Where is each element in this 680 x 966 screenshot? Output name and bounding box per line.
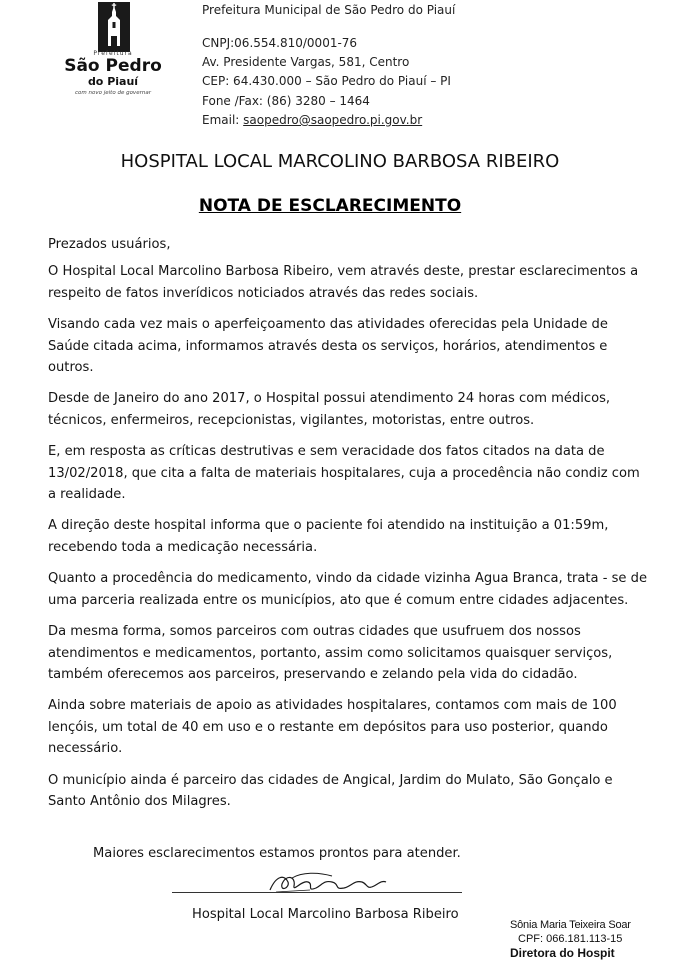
cep: CEP: 64.430.000 – São Pedro do Piauí – PI	[202, 74, 451, 88]
logo-caption: Prefeitura	[93, 50, 133, 57]
paragraph-7: Da mesma forma, somos parceiros com outras cidades que usufruem dos nossos atendimentos e medicamentos, portanto, assim como solicitamos quaisquer serviços, também oferecemos aos parceiros, preservando e zelando pela vida do cidadão.	[48, 624, 613, 682]
closing-line: Maiores esclarecimentos estamos prontos para atender.	[93, 846, 461, 861]
municipality-logo	[62, 2, 164, 108]
paragraph-8: Ainda sobre materiais de apoio as atividades hospitalares, contamos com mais de 100 lençóis, um total de 40 em uso e o restante em depósitos para uso posterior, quando necessário.	[48, 698, 617, 757]
director-stamp	[510, 918, 680, 961]
greeting: Prezados usuários,	[48, 237, 171, 252]
handwritten-signature	[262, 868, 392, 898]
paragraph-6: Quanto a procedência do medicamento, vindo da cidade vizinha Agua Branca, trata - se de uma parceria realizada entre os municípios, ato que é comum entre cidades adjacentes.	[48, 571, 648, 608]
signature-line	[172, 892, 462, 893]
stamp-name: Sônia Maria Teixeira Soar	[510, 919, 631, 931]
address: Av. Presidente Vargas, 581, Centro	[202, 55, 410, 69]
email-line	[202, 113, 422, 127]
letter-body	[48, 234, 648, 822]
paragraph-5: A direção deste hospital informa que o paciente foi atendido na instituição a 01:59m, recebendo toda a medicação necessária.	[48, 518, 609, 555]
signature-organization: Hospital Local Marcolino Barbosa Ribeiro	[192, 907, 459, 922]
document-title	[0, 196, 660, 216]
church-tower-icon	[98, 2, 130, 52]
cnpj: CNPJ:06.554.810/0001-76	[202, 36, 358, 50]
stamp-cpf: CPF: 066.181.113-15	[518, 933, 623, 945]
paragraph-4: E, em resposta as críticas destrutivas e sem veracidade dos fatos citados na data de 13/02/2018, que cita a falta de materiais hospitalares, cuja a procedência não condiz com a realidade.	[48, 444, 640, 503]
logo-motto: com novo jeito de governar	[75, 90, 151, 96]
logo-name: São Pedro	[64, 56, 162, 76]
logo-subname: do Piauí	[87, 75, 139, 88]
paragraph-3: Desde de Janeiro do ano 2017, o Hospital possui atendimento 24 horas com médicos, técnicos, enfermeiros, recepcionistas, vigilantes, motoristas, entre outros.	[48, 391, 611, 428]
stamp-role: Diretora do Hospit	[510, 946, 615, 960]
paragraph-2: Visando cada vez mais o aperfeiçoamento das atividades oferecidas pela Unidade de Saúde citada acima, informamos através desta os serviços, horários, atendimentos e outros.	[48, 317, 608, 376]
phone: Fone /Fax: (86) 3280 – 1464	[202, 94, 370, 108]
org-name: Prefeitura Municipal de São Pedro do Piauí	[202, 3, 456, 17]
paragraph-1: O Hospital Local Marcolino Barbosa Ribeiro, vem através deste, prestar esclarecimentos a respeito de fatos inverídicos noticiados através das redes sociais.	[48, 264, 639, 301]
email-link[interactable]: saopedro@saopedro.pi.gov.br	[243, 113, 423, 127]
hospital-title: HOSPITAL LOCAL MARCOLINO BARBOSA RIBEIRO	[120, 151, 560, 172]
document-title-text: NOTA DE ESCLARECIMENTO	[198, 196, 462, 216]
paragraph-9: O município ainda é parceiro das cidades de Angical, Jardim do Mulato, São Gonçalo e Santo Antônio dos Milagres.	[48, 772, 613, 809]
email-label: Email:	[202, 113, 244, 127]
